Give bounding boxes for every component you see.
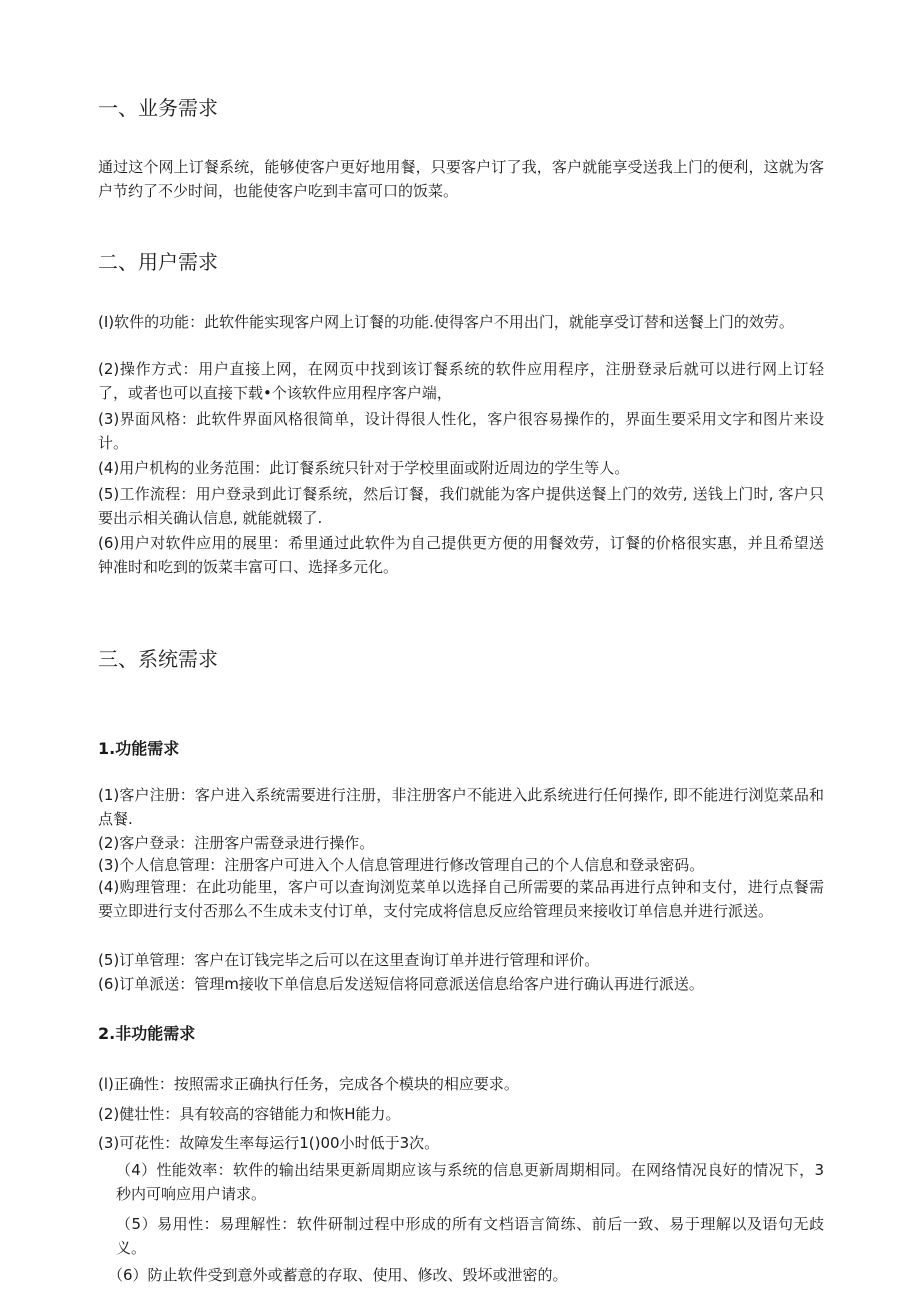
functional-requirement-item: (1)客户注册：客户进入系统需要进行注册，非注册客户不能进入此系统进行任何操作, 即不能进行浏览菜品和点餐. — [98, 786, 824, 828]
nonfunctional-requirement-item: （5）易用性：易理解性：软件研制过程中形成的所有文档语言简练、前后一致、易于理解以及语句无歧义。 — [116, 1215, 824, 1257]
nonfunctional-requirements-heading: 2.非功能需求 — [98, 1024, 196, 1043]
functional-requirement-item: (4)购理管理：在此功能里，客户可以查询浏览菜单以选择自己所需要的菜品再进行点钟和支付，进行点餐需要立即进行支付否那么不生成未支付订单，支付完成将信息反应给管理员来接收订单信息并进行派送。 — [98, 878, 824, 920]
user-requirements-heading: 二、用户需求 — [98, 250, 218, 274]
user-requirement-item: (2)操作方式：用户直接上网，在网页中找到该订餐系统的软件应用程序，注册登录后就可以进行网上订轻了，或者也可以直接下载•个该软件应用程序客户端， — [98, 360, 824, 402]
business-requirements-heading: 一、业务需求 — [98, 96, 218, 120]
user-requirement-item: (3)界面风格：此软件界面风格很简单，设计得很人性化，客户很容易操作的，界面生要采用文字和图片来设计。 — [98, 410, 824, 452]
functional-requirement-item: (6)订单派送：管理m接收下单信息后发送短信将同意派送信息给客户进行确认再进行派送。 — [98, 975, 704, 993]
nonfunctional-requirement-item: （4）性能效率：软件的输出结果更新周期应该与系统的信息更新周期相同。在网络情况良好的情况下，3秒内可响应用户请求。 — [116, 1161, 824, 1203]
user-requirement-item: (I)软件的功能：此软件能实现客户网上订餐的功能.使得客户不用出门，就能享受订替和送餐上门的效劳。 — [98, 313, 794, 331]
nonfunctional-requirement-item: (l)正确性：按照需求正确执行任务，完成各个模块的相应要求。 — [98, 1075, 519, 1093]
system-requirements-heading: 三、系统需求 — [98, 647, 218, 671]
user-requirement-item: (4)用户机构的业务范围：此订餐系统只针对于学校里面或附近周边的学生等人。 — [98, 459, 630, 477]
user-requirement-item: (5)工作流程：用户登录到此订餐系统，然后订餐，我们就能为客户提供送餐上门的效劳, 送钱上门时, 客户只要出示相关确认信息, 就能就辍了. — [98, 485, 824, 527]
nonfunctional-requirement-item: （6）防止软件受到意外或蓄意的存取、使用、修改、毁坏或泄密的。 — [108, 1266, 568, 1284]
user-requirement-item: (6)用户对软件应用的展里：希里通过此软件为自己提供更方便的用餐效劳，订餐的价格很实惠，并且希望送钟准时和吃到的饭菜丰富可口、选择多元化。 — [98, 534, 824, 576]
functional-requirement-item: (3)个人信息管理：注册客户可进入个人信息管理进行修改管理自己的个人信息和登录密码。 — [98, 856, 705, 874]
functional-requirement-item: (2)客户登录：注册客户需登录进行操作。 — [98, 834, 375, 852]
functional-requirement-item: (5)订单管理：客户在订钱完毕之后可以在这里查询订单并进行管理和评价。 — [98, 951, 600, 969]
business-requirements-body: 通过这个网上订餐系统，能够使客户更好地用餐，只要客户订了我，客户就能享受送我上门的便利，这就为客户节约了不少时间，也能使客户吃到丰富可口的饭菜。 — [98, 158, 824, 200]
nonfunctional-requirement-item: (2)健壮性：具有较高的容错能力和恢H能力。 — [98, 1105, 401, 1123]
functional-requirements-heading: 1.功能需求 — [98, 739, 180, 758]
nonfunctional-requirement-item: (3)可花性：故障发生率每运行1()00小时低于3次。 — [98, 1134, 440, 1152]
